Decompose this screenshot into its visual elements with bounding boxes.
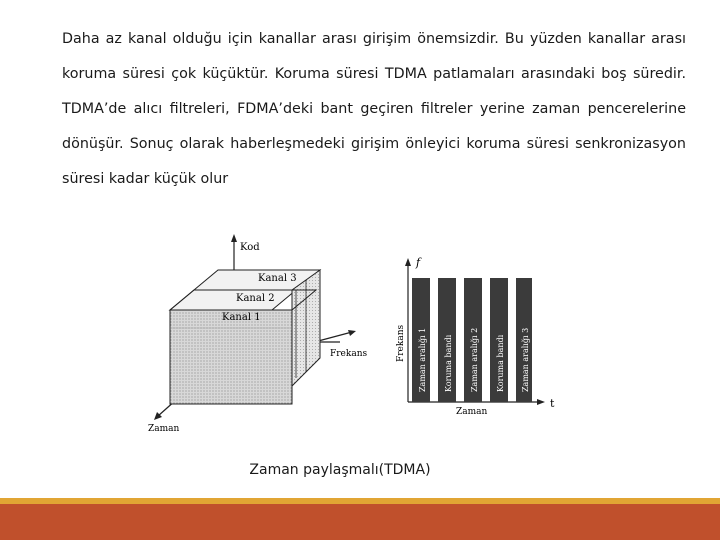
channel-1-label: Kanal 1 — [222, 312, 261, 323]
time-label: Zaman — [456, 407, 488, 417]
strip-label-1: Zaman aralığı 1 — [418, 327, 427, 392]
strip-label-4: Koruma bandı — [496, 334, 505, 392]
strip-label-5: Zaman aralığı 3 — [521, 327, 530, 392]
code-axis-label: Kod — [240, 242, 260, 253]
strip-label-2: Koruma bandı — [444, 334, 453, 392]
time-axis-label: Zaman — [148, 424, 180, 434]
f-axis-label: f — [416, 256, 421, 269]
frequency-axis-label: Frekans — [330, 349, 368, 359]
tdma-3d-block-diagram — [140, 228, 370, 438]
figure-caption: Zaman paylaşmalı(TDMA) — [249, 462, 431, 478]
strip-label-3: Zaman aralığı 2 — [470, 327, 479, 392]
t-axis-label: t — [550, 397, 555, 410]
frequency-label: Frekans — [396, 324, 406, 362]
channel-2-label: Kanal 2 — [236, 293, 275, 304]
body-paragraph: Daha az kanal olduğu için kanallar arası girişim önemsizdir. Bu yüzden kanallar arası koruma süresi çok küçüktür. Koruma süresi TDMA patlamaları arasındaki boş süredir. TDMA’de alıcı filtreleri, FDMA’deki bant geçiren filtreler yerine zaman pencerelerine dönüşür. Sonuç olarak haberleşmedeki girişim önleyici koruma süresi senkronizasyon süresi kadar küçük olur — [62, 31, 686, 187]
tdma-time-slot-diagram — [390, 252, 570, 422]
channel-3-label: Kanal 3 — [258, 273, 297, 284]
footer-bar — [0, 504, 720, 540]
